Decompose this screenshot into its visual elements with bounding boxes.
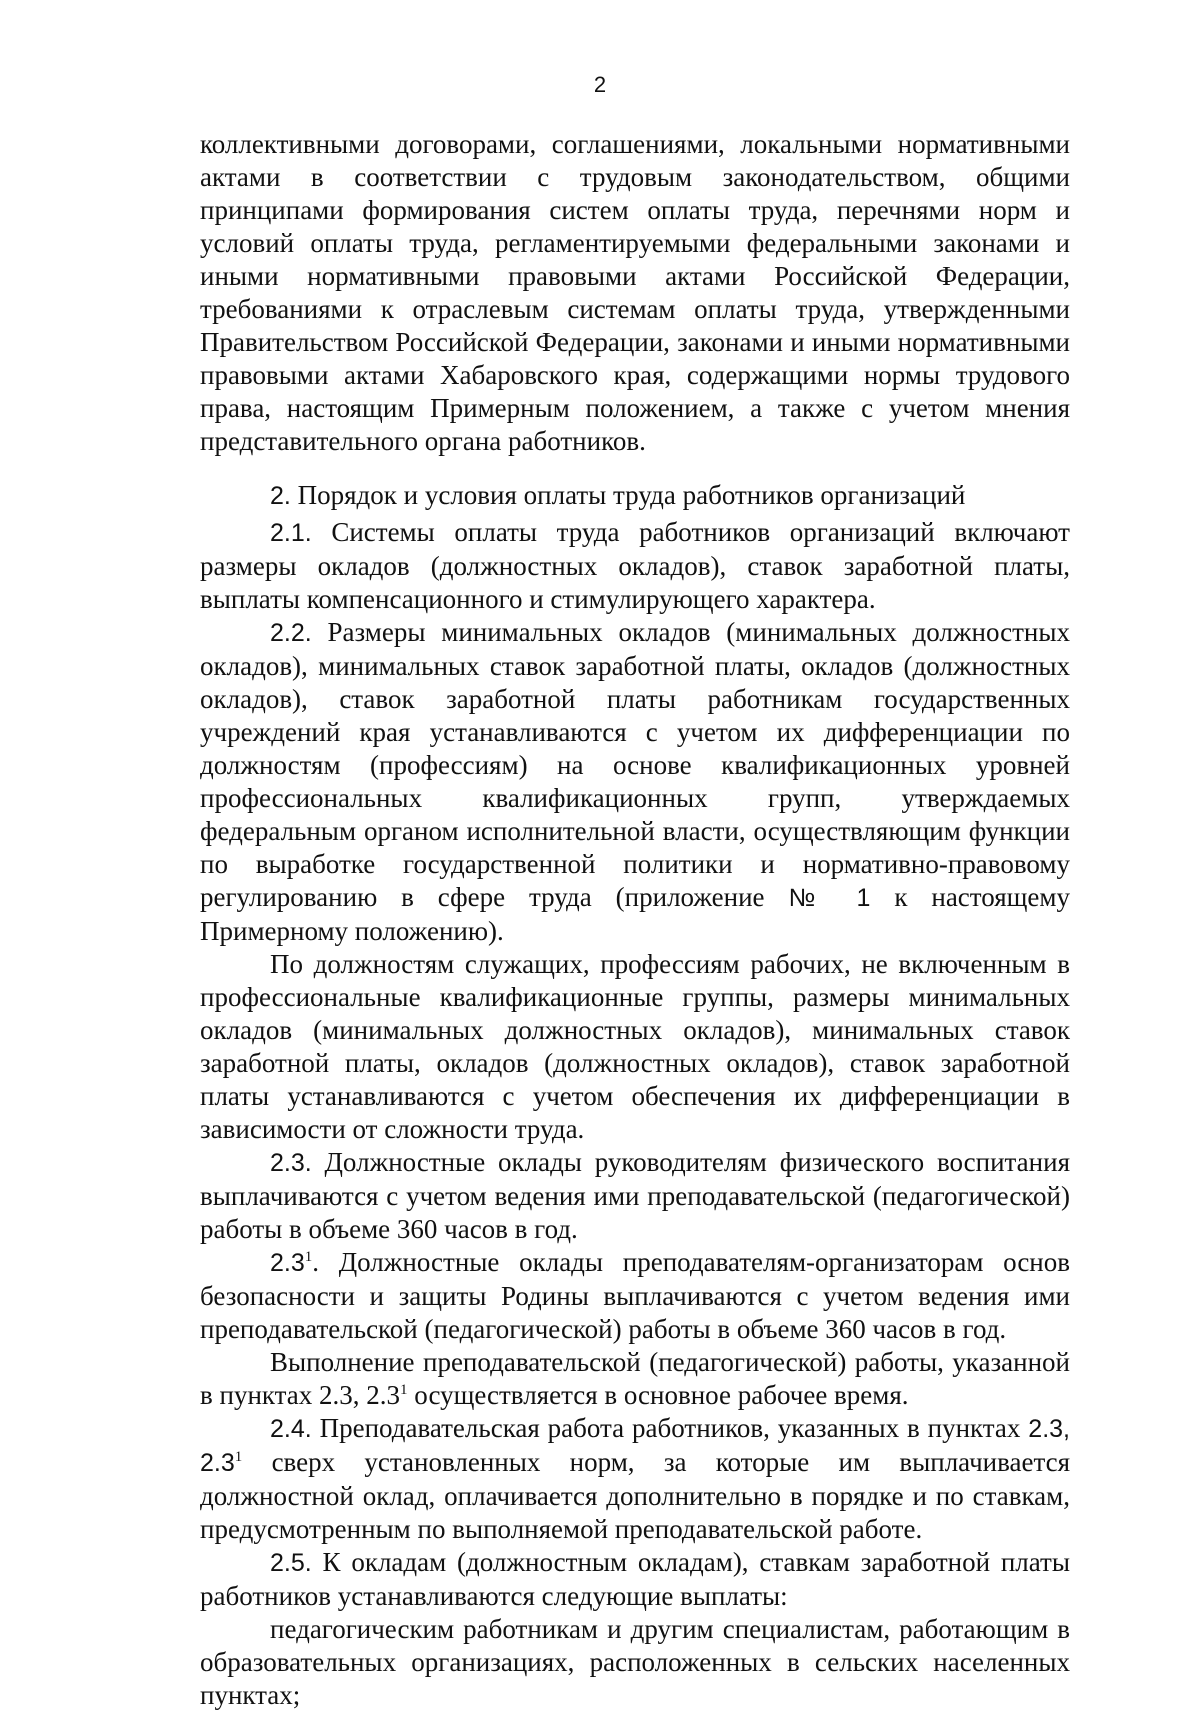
paragraph-intro [200,128,1070,458]
clause-number: 2.3 [270,1249,305,1277]
paragraph-execution-text-end: осуществляется в основное рабочее время. [407,1380,909,1410]
section-number: 2. [270,482,291,510]
paragraph-execution-text: Выполнение преподавательской (педагогической) работы, указанной в пунктах 2.3, 2.3 [200,1347,1070,1410]
clause-number: 2.4. [270,1415,312,1443]
paragraph-intro-text: коллективными договорами, соглашениями, локальными нормативными актами в соответствии с трудовым законодательством, общими принципами формирования систем оплаты труда, перечнями норм и условий оплаты труда, регламентируемыми федеральными законами и иными нормативными правовыми актами Российской Федерации, требованиями к отраслевым системам оплаты труда, утвержденными Правительством Российской Федерации, законами и иными нормативными правовыми актами Хабаровского края, содержащими нормы трудового права, настоящим Примерным положением, а также с учетом мнения представительного органа работников. [200,129,1070,456]
document-body [200,128,1070,1712]
clause-number: 2.3. [270,1149,312,1177]
paragraph-positions-text: По должностям служащих, профессиям рабочих, не включенным в профессиональные квалификационные группы, размеры минимальных окладов (минимальных должностных окладов), минимальных ставок заработной платы, окладов (должностных окладов), ставок заработной платы устанавливаются с учетом обеспечения их дифференциации в зависимости от сложности труда. [200,949,1070,1144]
paragraph-2-3-1 [200,1246,1070,1346]
clause-text-end: сверх установленных норм, за которые им выплачивается должностной оклад, оплачивается дополнительно в порядке и по ставкам, предусмотренным по выполняемой преподавательской работе. [200,1447,1070,1544]
clause-text-end: к настоящему Примерному положению). [200,882,1070,946]
clause-number: 2.1. [270,519,312,547]
paragraph-teachers [200,1613,1070,1712]
paragraph-2-2 [200,616,1070,948]
clause-number: 2.2. [270,619,312,647]
section-title: Порядок и условия оплаты труда работников организаций [290,480,966,510]
appendix-reference: № 1 [788,884,871,912]
clause-number: 2.5. [270,1549,312,1577]
section-heading [200,479,1070,513]
clause-text: . Должностные оклады преподавателям-организаторам основ безопасности и защиты Родины выплачиваются с учетом ведения ими преподавательской (педагогической) работы в объеме 360 часов в год. [200,1247,1070,1344]
paragraph-2-4 [200,1412,1070,1546]
paragraph-2-5 [200,1546,1070,1613]
paragraph-2-1 [200,516,1070,616]
clause-text: Должностные оклады руководителям физического воспитания выплачиваются с учетом ведения ими преподавательской (педагогической) работы в объеме 360 часов в год. [200,1147,1070,1244]
clause-superscript: 1 [304,1249,313,1265]
paragraph-execution [200,1346,1070,1412]
paragraph-2-3 [200,1146,1070,1246]
paragraph-positions [200,948,1070,1146]
clause-text: К окладам (должностным окладам), ставкам заработной платы работников устанавливаются следующие выплаты: [200,1547,1070,1611]
clause-superscript: 1 [400,1382,408,1398]
clause-superscript: 1 [234,1449,243,1465]
clause-text: Размеры минимальных окладов (минимальных должностных окладов), минимальных ставок заработной платы, окладов (должностных окладов), ставок заработной платы работникам государственных учреждений края устанавливаются с учетом их дифференциации по должностям (профессиям) на основе квалификационных уровней профессиональных квалификационных групп, утверждаемых федеральным органом исполнительной власти, осуществляющим функции по выработке государственной политики и нормативно-правовому регулированию в сфере труда (приложение [200,617,1070,912]
clause-text: Системы оплаты труда работников организаций включают размеры окладов (должностных окладов), ставок заработной платы, выплаты компенсационного и стимулирующего характера. [200,517,1070,614]
page-number: 2 [593,72,607,97]
clause-references: 2.3, 2.3 [200,1415,1070,1477]
clause-text: Преподавательская работа работников, указанных в пунктах [311,1413,1029,1443]
paragraph-teachers-text: педагогическим работникам и другим специалистам, работающим в образовательных организациях, расположенных в сельских населенных пунктах; [200,1614,1070,1710]
